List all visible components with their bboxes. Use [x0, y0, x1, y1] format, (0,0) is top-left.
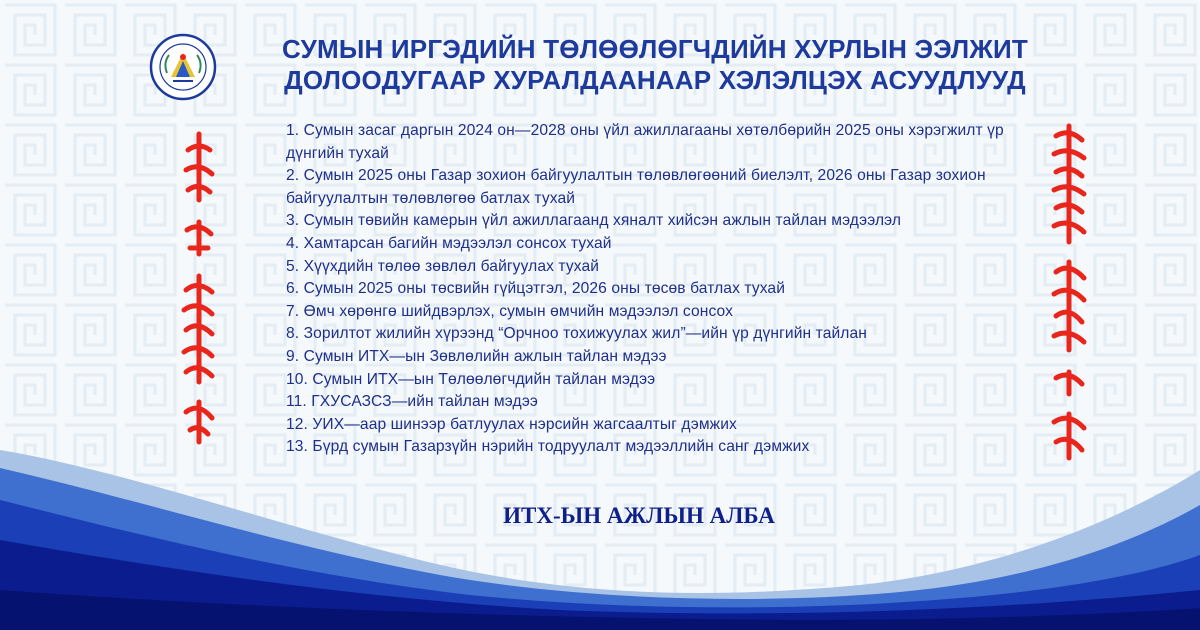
- agenda-item: 13. Бүрд сумын Газарзүйн нэрийн тодруулалт мэдээллийн санг дэмжих: [286, 438, 810, 456]
- emblem-logo-icon: [143, 33, 223, 101]
- mongolian-script-right-icon: [1040, 122, 1098, 462]
- agenda-item: 8. Зорилтот жилийн хүрээнд “Орчноо тохижуулах жил”—ийн үр дүнгийн тайлан: [286, 325, 867, 343]
- title-line-1: СУМЫН ИРГЭДИЙН ТӨЛӨӨЛӨГЧДИЙН ХУРЛЫН ЭЭЛЖИТ: [281, 34, 1029, 64]
- agenda-item: 11. ГХУСАЗСЗ—ийн тайлан мэдээ: [286, 393, 538, 411]
- footer-organization: ИТХ-ЫН АЖЛЫН АЛБА: [503, 503, 775, 528]
- title-line-2: ДОЛООДУГААР ХУРАЛДААНААР ХЭЛЭЛЦЭХ АСУУДЛУУД: [284, 65, 1026, 95]
- agenda-item: 9. Сумын ИТХ—ын Зөвлөлийн ажлын тайлан мэдээ: [286, 347, 667, 365]
- agenda-item: 1. Сумын засаг даргын 2024 он—2028 оны үйл ажиллагааны хөтөлбөрийн 2025 оны хэрэгжилт үр дүнгийн тухай: [286, 122, 1004, 162]
- page-title: [260, 34, 1050, 96]
- agenda-item: 4. Хамтарсан багийн мэдээлэл сонсох тухай: [286, 234, 612, 252]
- agenda-list: [286, 120, 1036, 459]
- agenda-item: 5. Хүүхдийн төлөө зөвлөл байгуулах тухай: [286, 257, 600, 275]
- agenda-item: 2. Сумын 2025 оны Газар зохион байгуулалтын төлөвлөгөөний биелэлт, 2026 оны Газар зохион байгуулалтын төлөвлөгөө батлах тухай: [286, 167, 986, 207]
- agenda-item: 10. Сумын ИТХ—ын Төлөөлөгчдийн тайлан мэдээ: [286, 370, 656, 388]
- agenda-item: 7. Өмч хөрөнгө шийдвэрлэх, сумын өмчийн мэдээлэл сонсох: [286, 302, 734, 320]
- agenda-item: 12. УИХ—аар шинээр батлуулах нэрсийн жагсаалтыг дэмжих: [286, 415, 737, 433]
- agenda-item: 6. Сумын 2025 оны төсвийн гүйцэтгэл, 2026 оны төсөв батлах тухай: [286, 280, 786, 298]
- agenda-item: 3. Сумын төвийн камерын үйл ажиллагаанд хяналт хийсэн ажлын тайлан мэдээлэл: [286, 212, 902, 230]
- mongolian-script-left-icon: [172, 130, 226, 450]
